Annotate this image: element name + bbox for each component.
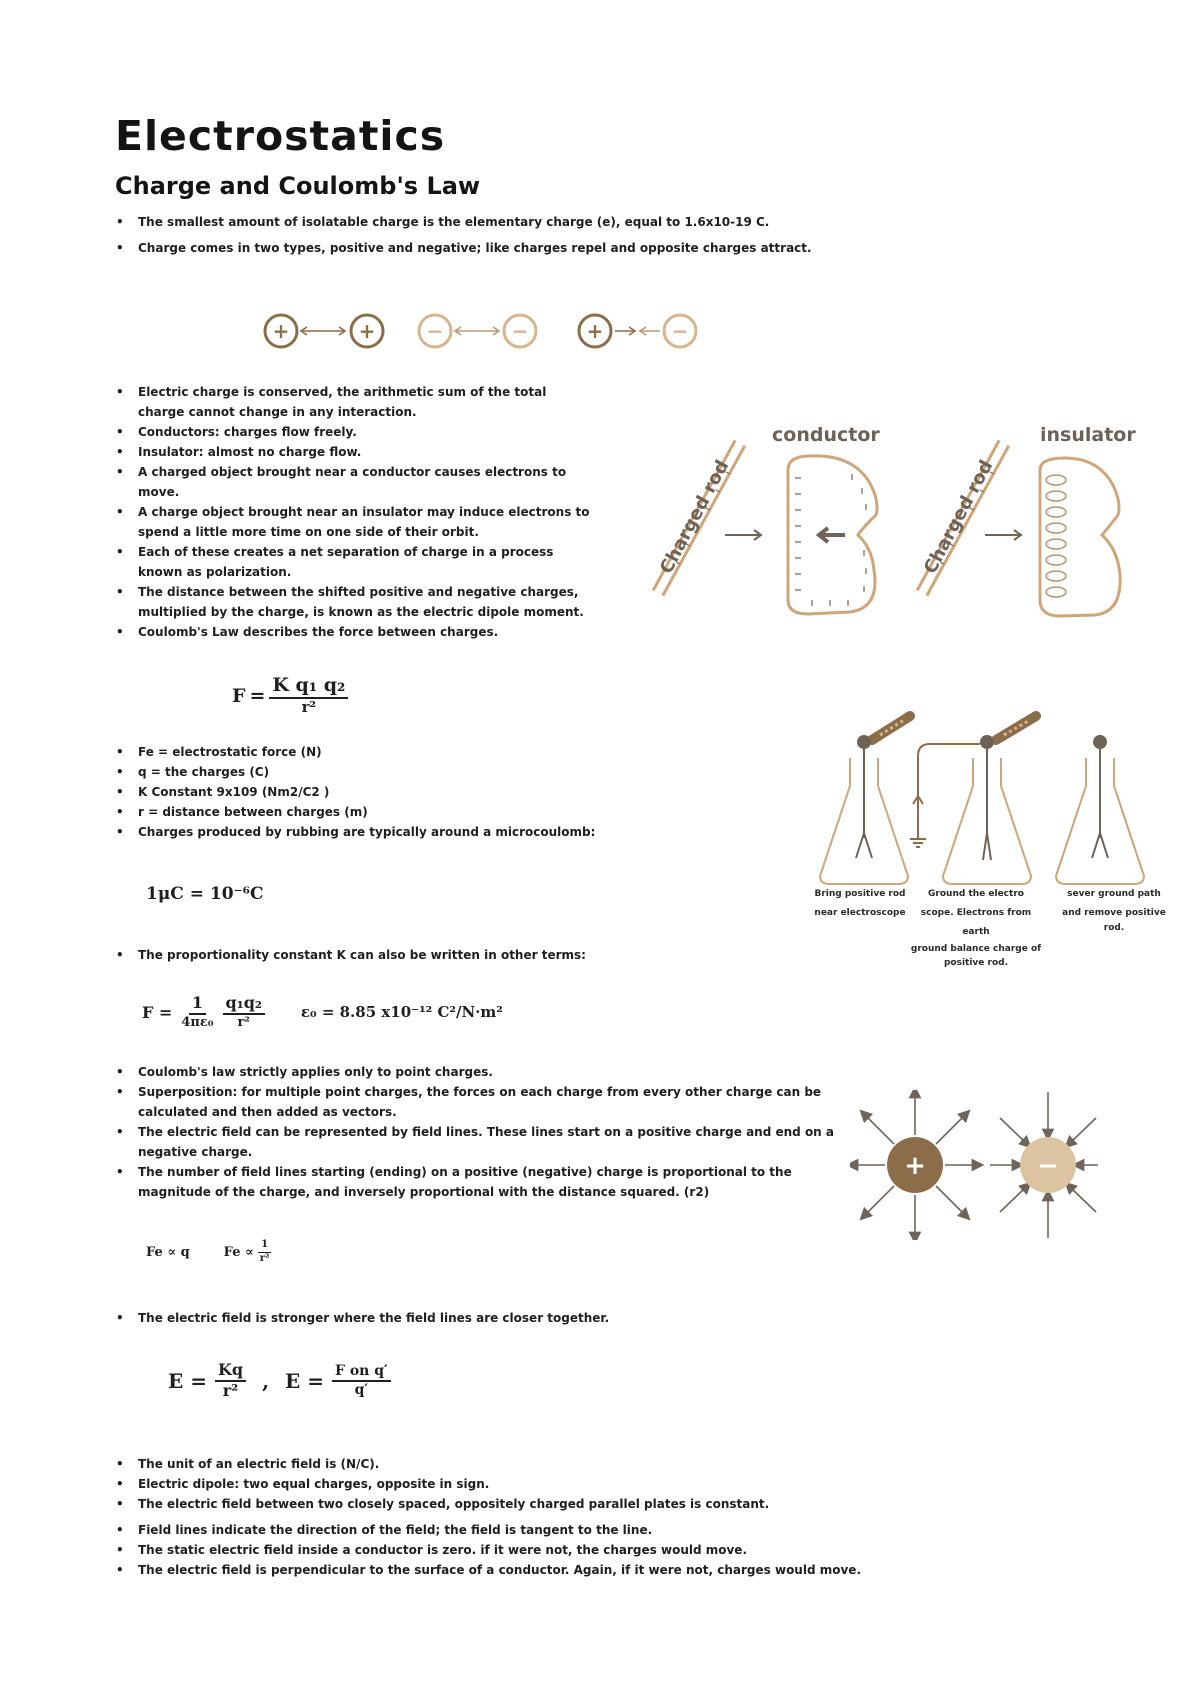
list-item: • Conductors: charges flow freely. bbox=[114, 422, 592, 442]
charge-sign: + bbox=[358, 319, 376, 343]
list-item: • The electric field is perpendicular to the surface of a conductor. Again, if it were not, charges would move. bbox=[114, 1560, 1074, 1580]
list-item: • The electric field is stronger where the field lines are closer together. bbox=[114, 1308, 834, 1328]
field-lines-diagram bbox=[850, 1090, 1100, 1240]
list-item: • Coulomb's law strictly applies only to point charges. bbox=[114, 1062, 834, 1082]
bullet-list-constant bbox=[114, 945, 734, 965]
formula-fraction: $\frac{Kq}{\text{r²}}$ bbox=[215, 1362, 246, 1400]
bullet-list-field-properties bbox=[114, 1454, 1074, 1580]
formula-fraction: $\frac{\text{q₁q₂}}{\text{r²}}$ bbox=[223, 995, 265, 1029]
proportion-charge: Fe ∝ q bbox=[146, 1244, 190, 1260]
list-item: • The electric field can be represented by field lines. These lines start on a positive charge and end on a negative charge. bbox=[114, 1122, 834, 1162]
list-item: • The distance between the shifted positive and negative charges, multiplied by the charge, is known as the electric dipole moment. bbox=[114, 582, 592, 622]
positive-rod-icon bbox=[996, 716, 1036, 740]
page-title: Electrostatics bbox=[115, 112, 446, 160]
list-item: • Electric dipole: two equal charges, opposite in sign. bbox=[114, 1474, 1074, 1494]
charge-sign: − bbox=[1037, 1151, 1059, 1181]
formula-lhs: F = bbox=[142, 1002, 173, 1022]
charge-interaction-diagram bbox=[255, 308, 715, 354]
microcoulomb-formula: 1μC = 10⁻⁶C bbox=[146, 884, 264, 904]
formula-fraction bbox=[269, 676, 348, 716]
list-item: • Insulator: almost no charge flow. bbox=[114, 442, 592, 462]
epsilon-constant: ε₀ = 8.85 x10⁻¹² C²/N·m² bbox=[300, 1003, 503, 1022]
charge-sign: − bbox=[671, 319, 689, 343]
charge-sign: − bbox=[511, 319, 529, 343]
electroscope-caption-3: sever ground path and remove positive rod. bbox=[1062, 889, 1166, 933]
coulomb-formula bbox=[232, 676, 348, 716]
list-item: • Field lines indicate the direction of the field; the field is tangent to the line. bbox=[114, 1520, 1074, 1540]
electric-field-formula: E = $\frac{Kq}{\text{r²}}$ , E = $\frac{\text{F on q′}}{q'}$ bbox=[168, 1362, 391, 1400]
charge-sign: + bbox=[586, 319, 604, 343]
list-item: • r = distance between charges (m) bbox=[114, 802, 674, 822]
positive-rod-icon bbox=[872, 716, 910, 740]
charge-sign: − bbox=[426, 319, 444, 343]
insulator-label: insulator bbox=[1040, 424, 1136, 446]
formula-lhs: F bbox=[232, 684, 246, 707]
list-item: • The number of field lines starting (ending) on a positive (negative) charge is proportional to the magnitude of the charge, and inversely proportional with the distance squared. (r2) bbox=[114, 1162, 834, 1202]
list-item: • Charges produced by rubbing are typically around a microcoulomb: bbox=[114, 822, 674, 842]
formula-numerator: K q₁ q₂ bbox=[269, 676, 348, 699]
list-item: • The electric field between two closely spaced, oppositely charged parallel plates is constant. bbox=[114, 1494, 1074, 1514]
proportion-formula bbox=[146, 1240, 272, 1264]
list-item: • The proportionality constant K can also be written in other terms: bbox=[114, 945, 734, 965]
electroscope-caption-1: Bring positive rod near electroscope bbox=[814, 889, 906, 918]
bullet-list-field-lines bbox=[114, 1062, 834, 1202]
polarization-diagram bbox=[640, 440, 1140, 630]
insulator-shape bbox=[1040, 458, 1120, 616]
coulomb-epsilon-formula bbox=[142, 995, 503, 1029]
formula-fraction: $\frac{\text{F on q′}}{q'}$ bbox=[332, 1364, 391, 1397]
list-item: • The unit of an electric field is (N/C). bbox=[114, 1454, 1074, 1474]
bullet-list-variables bbox=[114, 742, 674, 842]
list-item: • The smallest amount of isolatable charge is the elementary charge (e), equal to 1.6x10-19 C. bbox=[114, 209, 1014, 235]
conductor-label: conductor bbox=[772, 424, 880, 446]
list-item: • Superposition: for multiple point charges, the forces on each charge from every other charge can be calculated and then added as vectors. bbox=[114, 1082, 834, 1122]
electroscope-caption-2: Ground the electro scope. Electrons from earth ground balance charge of positive rod. bbox=[910, 889, 1042, 968]
charge-sign: + bbox=[272, 319, 290, 343]
list-item: • Charge comes in two types, positive and negative; like charges repel and opposite charges attract. bbox=[114, 235, 1014, 261]
bullet-list-strength bbox=[114, 1308, 834, 1328]
list-item: • Each of these creates a net separation of charge in a process known as polarization. bbox=[114, 542, 592, 582]
list-item: • Fe = electrostatic force (N) bbox=[114, 742, 674, 762]
list-item: • A charged object brought near a conductor causes electrons to move. bbox=[114, 462, 592, 502]
section-heading: Charge and Coulomb's Law bbox=[115, 172, 481, 200]
bullet-list-conservation bbox=[114, 382, 592, 642]
formula-fraction: $\frac{1}{\text{4πε₀}}$ bbox=[181, 993, 214, 1030]
electroscope-diagram bbox=[810, 708, 1180, 888]
formula-denominator: r² bbox=[301, 697, 317, 716]
charged-rod-label: Charged rod bbox=[919, 456, 998, 578]
list-item: • K Constant 9x109 (Nm2/C2 ) bbox=[114, 782, 674, 802]
bullet-list-intro bbox=[114, 209, 1014, 261]
charged-rod-label: Charged rod bbox=[655, 456, 734, 578]
list-item: • A charge object brought near an insulator may induce electrons to spend a little more time on one side of their orbit. bbox=[114, 502, 592, 542]
list-item: • Electric charge is conserved, the arithmetic sum of the total charge cannot change in any interaction. bbox=[114, 382, 592, 422]
list-item: • The static electric field inside a conductor is zero. if it were not, the charges would move. bbox=[114, 1540, 1074, 1560]
list-item: • Coulomb's Law describes the force between charges. bbox=[114, 622, 592, 642]
list-item: • q = the charges (C) bbox=[114, 762, 674, 782]
charge-sign: + bbox=[904, 1151, 926, 1181]
formula-eq: = bbox=[249, 684, 266, 707]
proportion-distance: Fe ∝ $\frac{1}{\text{r²}}$ bbox=[223, 1239, 270, 1264]
